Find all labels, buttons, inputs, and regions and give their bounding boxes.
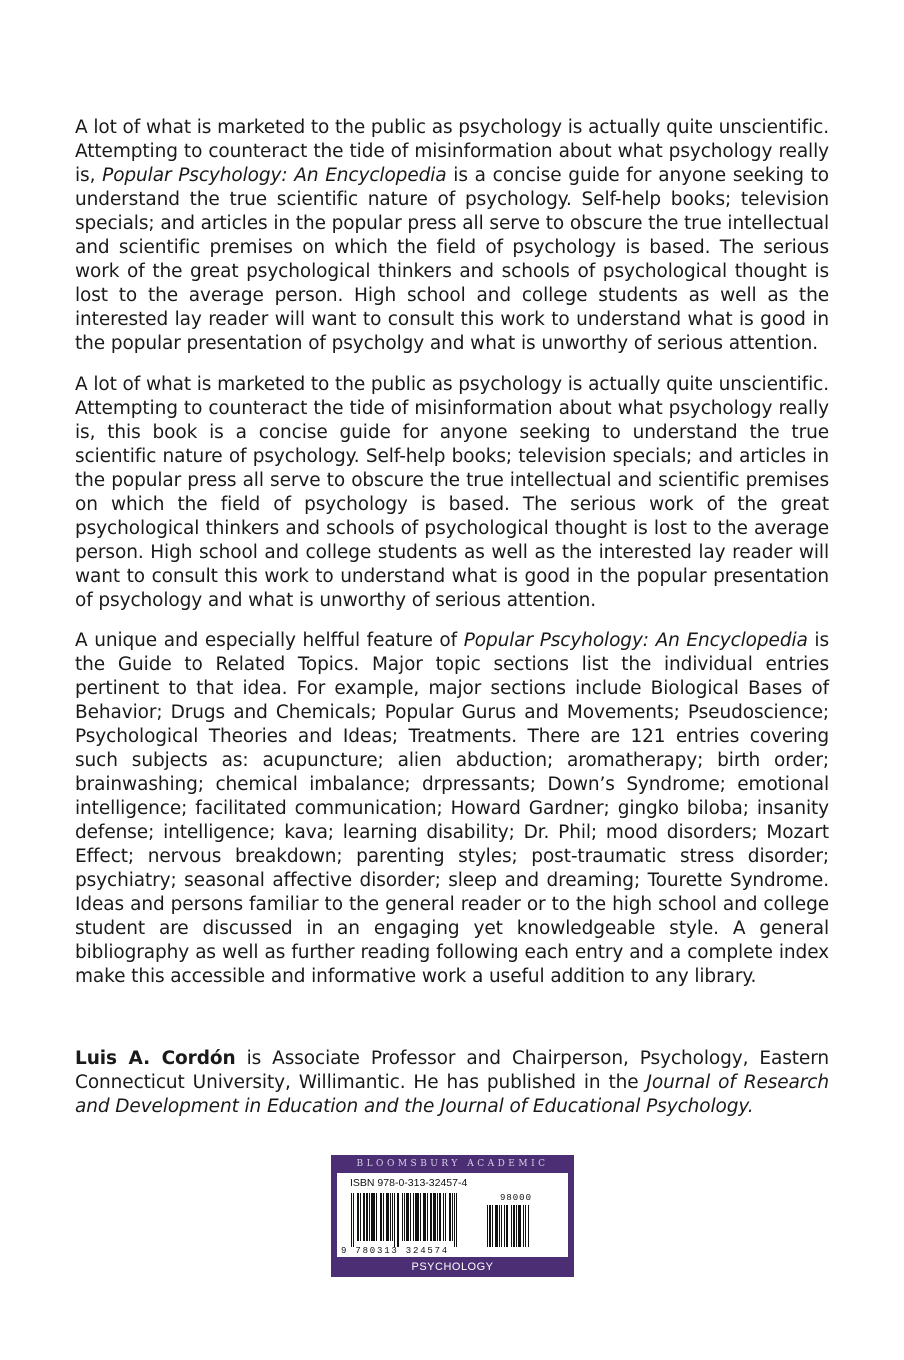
barcode-panel	[337, 1173, 568, 1257]
barcode-bar	[518, 1205, 521, 1247]
barcode-bar	[423, 1193, 426, 1241]
author-name: Luis A. Cordón	[75, 1048, 236, 1069]
barcode-bar	[437, 1193, 438, 1241]
barcode-bar	[528, 1205, 529, 1247]
barcode-bar	[513, 1205, 515, 1247]
barcode-bar	[511, 1205, 512, 1247]
barcode-bar	[386, 1193, 389, 1241]
barcode-bar	[351, 1193, 352, 1247]
barcode-bar	[525, 1205, 526, 1247]
barcode-bar	[392, 1193, 393, 1241]
barcode-bar	[443, 1193, 444, 1241]
barcode-bar	[366, 1193, 368, 1241]
barcode-bar	[369, 1193, 370, 1241]
paragraph-2-text: A lot of what is marketed to the public as psychology is actually quite unscientific. Attempting to counteract the tide of misinformation about what psychology really is, this book is a concise guide for anyone seeking to understand the true scientific nature of psychology. Self-help books; television specials; and articles in the popular press all serve to obscure the true intellectual and scientific premises on which the field of psychology is based. The serious work of the great psychological thinkers and schools of psychological thought is lost to the average person. High school and college students as well as the interested lay reader will want to consult this work to understand what is good in the popular presentation of psychology and what is unworthy of serious attention.	[75, 374, 829, 611]
barcode-bar	[402, 1193, 403, 1241]
book-title: Popular Pscyhology: An Encyclopedia	[463, 630, 808, 651]
barcode-bar	[394, 1193, 395, 1247]
barcode-bar	[523, 1205, 524, 1247]
book-title: Popular Pscyhology: An Encyclopedia	[102, 165, 447, 186]
barcode-bar	[404, 1193, 405, 1241]
barcode-bar	[449, 1193, 451, 1241]
isbn-barcode	[351, 1193, 481, 1247]
barcode-bar	[501, 1205, 502, 1247]
barcode-bar	[499, 1205, 500, 1247]
barcode-bar	[363, 1193, 365, 1241]
barcode-bar	[439, 1193, 441, 1241]
barcode-bar	[353, 1193, 354, 1247]
paragraph-3-text-start: A unique and especially helfful feature of	[75, 630, 464, 651]
barcode-bar	[420, 1193, 421, 1241]
barcode-bar	[445, 1193, 446, 1241]
barcode-bar	[427, 1193, 428, 1241]
paragraph-1-text-start: A lot of what is marketed to the public as psychology is actually quite unscientific. Attempting to counteract the tide of misinformation about what psychology really is,	[75, 117, 829, 186]
barcode-bar	[495, 1205, 498, 1247]
barcode-bar	[371, 1193, 375, 1241]
barcode-bar	[380, 1193, 382, 1241]
barcode-bar	[492, 1205, 493, 1247]
barcode-digits: 9 780313 324574	[341, 1246, 450, 1256]
barcode-bar	[452, 1193, 453, 1241]
price-addon-digits: 98000	[499, 1193, 532, 1203]
barcode-bar	[456, 1193, 457, 1247]
barcode-bar	[406, 1193, 409, 1241]
barcode-bar	[433, 1193, 436, 1241]
author-bio-text: is Associate Professor and Chairperson, Psychology, Eastern Connecticut University, Willimantic. He has published in the	[75, 1048, 830, 1093]
barcode-bar	[487, 1205, 488, 1247]
description-paragraph-1	[75, 116, 829, 356]
barcode-bar	[410, 1193, 411, 1241]
barcode-bar	[506, 1205, 508, 1247]
paragraph-1-text-end: is a concise guide for anyone seeking to understand the true scientific nature of psychology. Self-help books; television specials; and articles in the popular press all serve to obscure the true intellectual and scientific premises on which the field of psychology is based. The serious work of the great psychological thinkers and schools of psychological thought is lost to the average person. High school and college students as well as the interested lay reader will want to consult this work to understand what is good in the popular presentation of psycholgy and what is unworthy of serious attention.	[75, 165, 829, 354]
barcode-bar	[415, 1193, 419, 1241]
barcode-bar	[390, 1193, 391, 1241]
isbn-label: ISBN 978-0-313-32457-4	[350, 1177, 468, 1189]
author-bio	[75, 1047, 829, 1119]
barcode-bar	[383, 1193, 384, 1241]
barcode-bar	[357, 1193, 359, 1241]
barcode-bar	[516, 1205, 517, 1247]
barcode-bar	[397, 1193, 399, 1247]
barcode-bar	[454, 1193, 455, 1247]
price-addon-barcode	[487, 1205, 543, 1247]
barcode-bar	[504, 1205, 505, 1247]
description-paragraph-3	[75, 629, 829, 989]
description-paragraph-2	[75, 373, 829, 613]
author-journals: Journal of Research and Development in Education and the Journal of Educational Psychology.	[75, 1072, 829, 1117]
barcode-bar	[413, 1193, 414, 1241]
barcode-bar	[489, 1205, 491, 1247]
paragraph-3-text-end: is the Guide to Related Topics. Major topic sections list the individual entries pertinent to that idea. For example, major sections include Biological Bases of Behavior; Drugs and Chemicals; Popular Gurus and Movements; Pseudoscience; Psychological Theories and Ideas; Treatments. There are 121 entries covering such subjects as: acupuncture; alien abduction; aromatherapy; birth order; brainwashing; chemical imbalance; drpressants; Down’s Syndrome; emotional intelligence; facilitated communication; Howard Gardner; gingko biloba; insanity defense; intelligence; kava; learning disability; Dr. Phil; mood disorders; Mozart Effect; nervous breakdown; parenting styles; post-traumatic stress disorder; psychiatry; seasonal affective disorder; sleep and dreaming; Tourette Syndrome. Ideas and persons familiar to the general reader or to the high school and college student are discussed in an engaging yet knowledgeable style. A general bibliography as well as further reading following each entry and a complete index make this accessible and informative work a useful addition to any library.	[75, 630, 829, 987]
barcode-bar	[360, 1193, 361, 1241]
barcode-bar	[376, 1193, 377, 1241]
publisher-name: BLOOMSBURY ACADEMIC	[356, 1159, 549, 1169]
category-label: PSYCHOLOGY	[411, 1261, 494, 1273]
barcode-bar	[430, 1193, 432, 1241]
barcode-box	[331, 1155, 574, 1277]
